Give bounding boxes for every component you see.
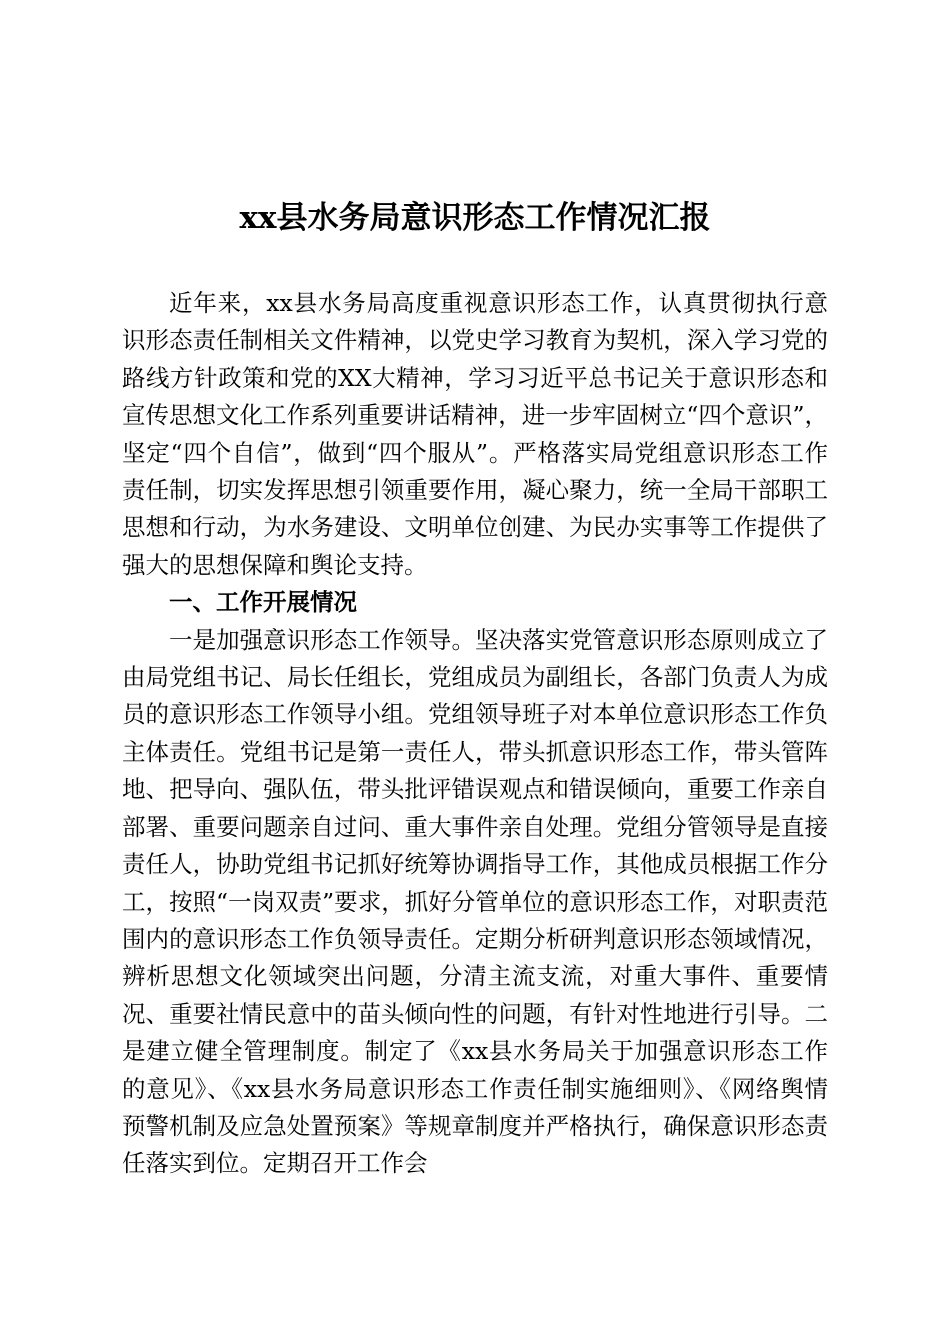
document-title: xx县水务局意识形态工作情况汇报 (239, 200, 711, 236)
section-heading: 一、工作开展情况 (169, 588, 357, 617)
document-body (122, 285, 828, 1183)
section-paragraph: 一是加强意识形态工作领导。坚决落实党管意识形态原则成立了由局党组书记、局长任组长，党组成员为副组长，各部门负责人为成员的意识形态工作领导小组。党组领导班子对本单位意识形态工作负主体责任。党组书记是第一责任人，带头抓意识形态工作，带头管阵地、把导向、强队伍，带头批评错误观点和错误倾向，重要工作亲自部署、重要问题亲自过问、重大事件亲自处理。党组分管领导是直接责任人，协助党组书记抓好统筹协调指导工作，其他成员根据工作分工，按照“一岗双责”要求，抓好分管单位的意识形态工作，对职责范围内的意识形态工作负领导责任。定期分析研判意识形态领域情况，辨析思想文化领域突出问题，分清主流支流，对重大事件、重要情况、重要社情民意中的苗头倾向性的问题，有针对性地进行引导。二是建立健全管理制度。制定了《xx县水务局关于加强意识形态工作的意见》、《xx县水务局意识形态工作责任制实施细则》、《网络舆情预警机制及应急处置预案》等规章制度并严格执行，确保意识形态责任落实到位。定期召开工作会 (122, 625, 828, 1178)
intro-paragraph: 近年来，xx县水务局高度重视意识形态工作，认真贯彻执行意识形态责任制相关文件精神，以党史学习教育为契机，深入学习党的路线方针政策和党的XX大精神，学习习近平总书记关于意识形态和宣传思想文化工作系列重要讲话精神，进一步牢固树立“四个意识”，坚定“四个自信”，做到“四个服从”。严格落实局党组意识形态工作责任制，切实发挥思想引领重要作用，凝心聚力，统一全局干部职工思想和行动，为水务建设、文明单位创建、为民办实事等工作提供了强大的思想保障和舆论支持。 (122, 289, 828, 579)
